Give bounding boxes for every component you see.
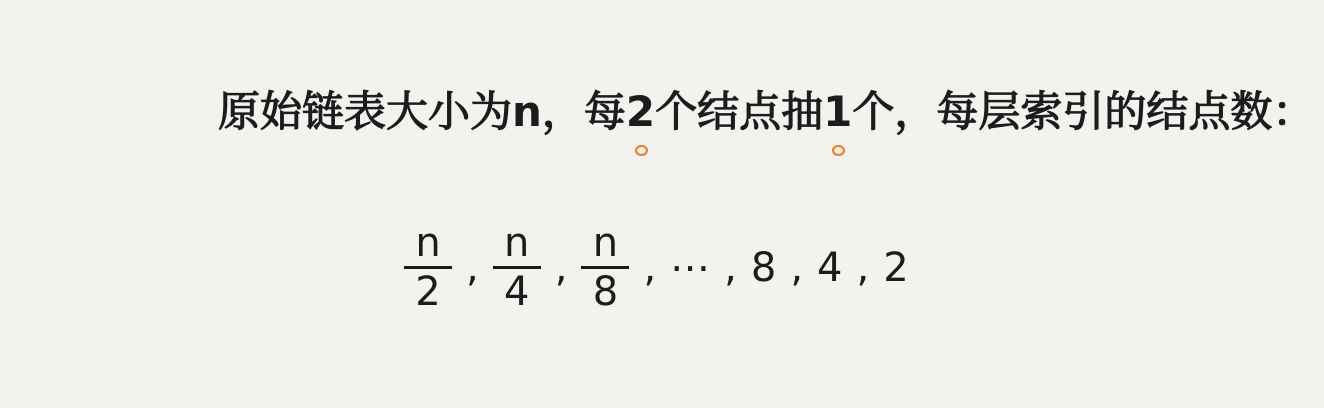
comma-separator: ,	[790, 244, 804, 291]
highlight-pick-count: 1	[823, 82, 852, 142]
fraction-numerator: n	[592, 220, 619, 266]
headline-part-2: 个结点抽	[655, 87, 824, 136]
series-term-2: 2	[883, 244, 909, 291]
fraction-denominator: 2	[415, 269, 441, 315]
fraction-n-over-2	[404, 222, 452, 313]
index-node-count-series	[400, 222, 913, 313]
fraction-denominator: 4	[503, 269, 530, 315]
fraction-numerator: n	[504, 220, 530, 266]
comma-separator: ,	[643, 244, 657, 291]
comma-separator: ,	[856, 244, 870, 291]
highlight-every-count: 2	[626, 82, 655, 142]
comma-separator: ,	[466, 244, 479, 291]
comma-separator: ,	[554, 244, 568, 291]
fraction-n-over-4	[493, 222, 541, 313]
series-term-8: 8	[750, 244, 777, 291]
fraction-n-over-8	[581, 222, 629, 313]
headline-part-3: 个，每层索引的结点数：	[852, 87, 1315, 136]
headline-text	[218, 82, 1314, 142]
fraction-denominator: 8	[592, 269, 619, 315]
series-term-4: 4	[817, 244, 843, 291]
headline-part-1: 原始链表大小为n，每	[218, 87, 626, 136]
ellipsis: ⋯	[670, 244, 711, 291]
fraction-numerator: n	[415, 220, 441, 266]
comma-separator: ,	[724, 244, 737, 291]
